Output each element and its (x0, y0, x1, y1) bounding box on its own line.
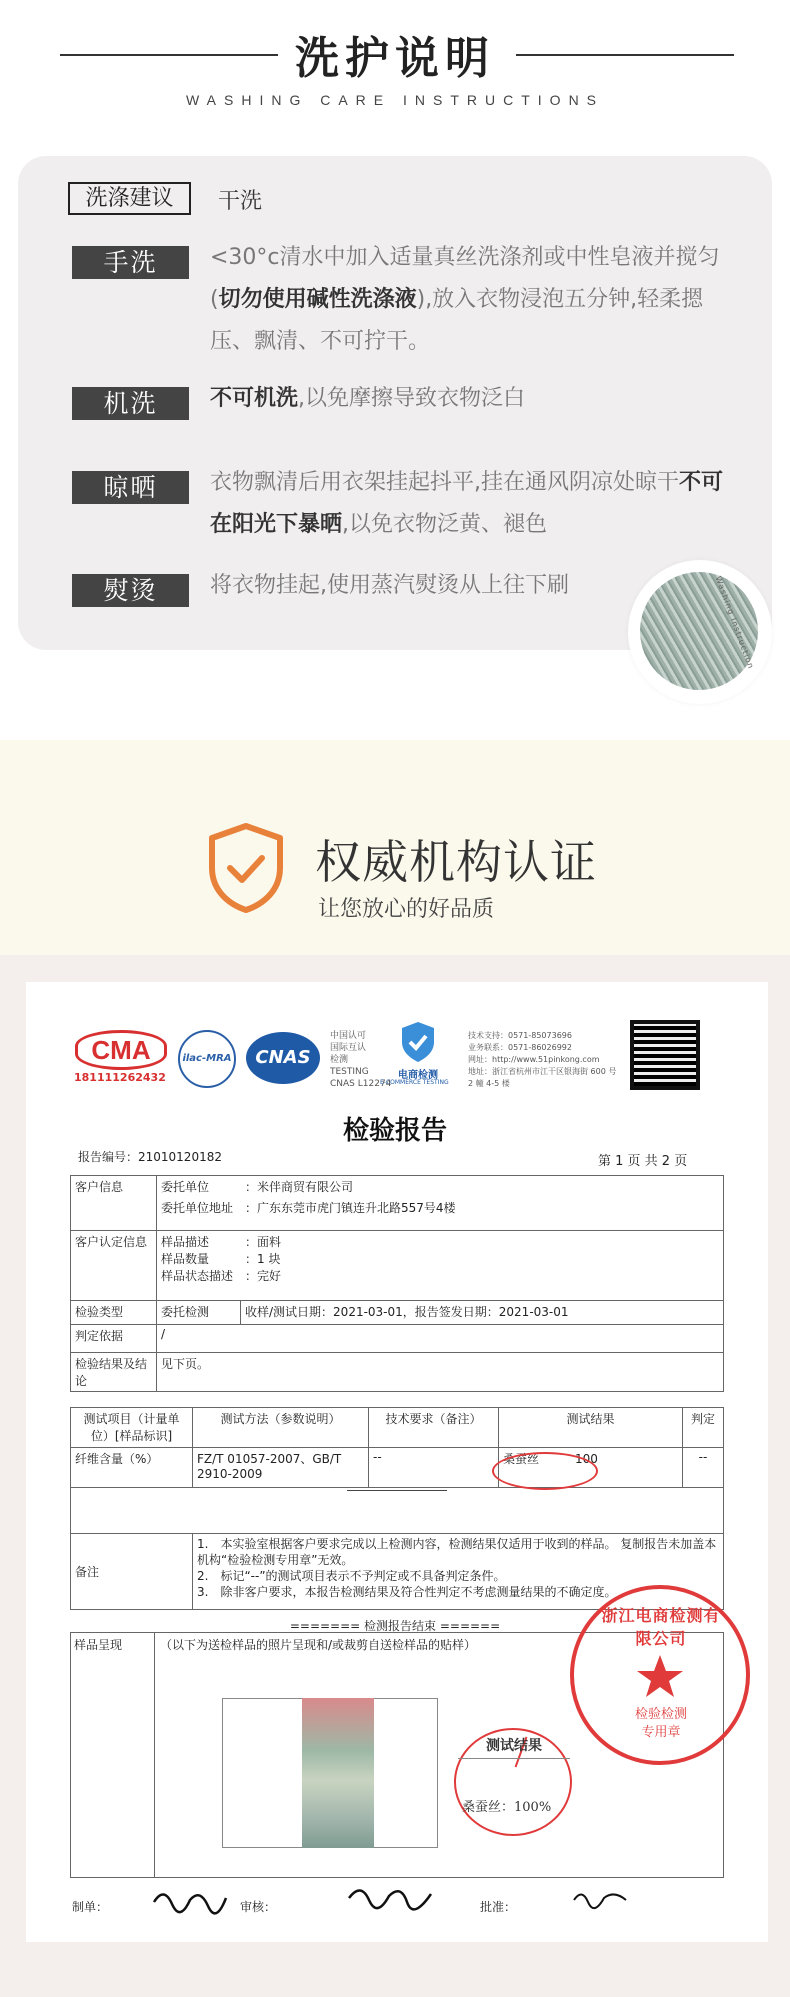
report-end: ======= 检测报告结束 ====== (289, 1619, 501, 1633)
shield-check-icon (206, 822, 286, 914)
sample-show-label: 样品呈现 (74, 1638, 123, 1652)
tag-hand-wash: 手洗 (72, 246, 189, 279)
sign-reviewer-label: 审核： (240, 1900, 277, 1914)
remarks-label: 备注 (71, 1534, 193, 1610)
page-info: 第 1 页 共 2 页 (598, 1154, 688, 1169)
report-title: 检验报告 (342, 1116, 447, 1146)
tag-drying: 晾晒 (72, 471, 189, 504)
cert-subtitle: 让您放心的好品质 (318, 897, 495, 922)
sample-show-note: （以下为送检样品的照片呈现和/或裁剪自送检样品的贴样） (160, 1638, 477, 1652)
sample-divider (154, 1632, 155, 1878)
result-highlight-ellipse (492, 1452, 598, 1490)
ironing-text: 将衣物挂起,使用蒸汽熨烫从上往下刷 (210, 573, 569, 598)
stamp-text: 浙江电商检测有限公司 (601, 1606, 721, 1648)
dates: 收样/测试日期：2021-03-01，报告签发日期：2021-03-01 (241, 1301, 724, 1325)
test-result-table (70, 1407, 724, 1610)
client-info: 委托单位 ：米伴商贸有限公司 委托单位地址 ：广东东莞市虎门镇连升北路557号4楼 (157, 1176, 724, 1231)
test-result: 桑蚕丝 100 (499, 1448, 683, 1488)
ilac-mra-logo: ilac-MRA (178, 1030, 236, 1088)
test-requirement: -- (369, 1448, 499, 1488)
type-value: 委托检测 (157, 1301, 241, 1325)
client-label: 客户信息 (71, 1176, 157, 1231)
col-header: 测试方法（参数说明） (193, 1408, 369, 1448)
approver-signature-icon (570, 1884, 630, 1912)
ecom-label: 电商检测 (398, 1070, 438, 1081)
sample-photo (302, 1698, 374, 1848)
sample-label: 客户认定信息 (71, 1231, 157, 1301)
report-info-table (70, 1175, 724, 1392)
result-value: 见下页。 (157, 1353, 724, 1392)
machine-wash-text: 不可机洗,以免摩擦导致衣物泛白 (210, 386, 526, 411)
cnas-info: 中国认可 国际互认 检测 TESTING CNAS L12274 (330, 1031, 392, 1089)
maker-signature-icon (150, 1882, 230, 1918)
cert-title: 权威机构认证 (315, 835, 597, 889)
col-header: 判定 (683, 1408, 724, 1448)
remarks: 1. 本实验室根据客户要求完成以上检测内容，检测结果仅适用于收到的样品。 复制报告未加盖本机构“检验检测专用章”无效。 2. 标记“--”的测试项目表示不予判定或不具备判定条件。 3. 除非客户要求，本报告检测结果及符合性判定不考虑测量结果的不确定度。 (193, 1534, 724, 1610)
sample-info: 样品描述 ：面料 样品数量 ：1 块 样品状态描述 ：完好 (157, 1231, 724, 1301)
type-label: 检验类型 (71, 1301, 157, 1325)
wash-recommend-value: 干洗 (218, 189, 263, 214)
basis-label: 判定依据 (71, 1325, 157, 1353)
ecom-sub: E-COMMERCE TESTING (380, 1079, 449, 1086)
cnas-logo: CNAS (246, 1032, 320, 1084)
qr-code-icon[interactable] (630, 1020, 700, 1090)
page-subtitle: WASHING CARE INSTRUCTIONS (185, 92, 605, 108)
reviewer-signature-icon (345, 1880, 435, 1916)
tag-machine-wash: 机洗 (72, 387, 189, 420)
hand-wash-text: <30°c清水中加入适量真丝洗涤剂或中性皂液并搅匀(切勿使用碱性洗涤液),放入衣物浸泡五分钟,轻柔摁压、飘清、不可拧干。 (210, 245, 720, 354)
test-method: FZ/T 01057-2007、GB/T 2910-2009 (193, 1448, 369, 1488)
test-item: 纤维含量（%） (71, 1448, 193, 1488)
tag-ironing: 熨烫 (72, 574, 189, 607)
circle-caption: Washing Instruction (713, 575, 756, 671)
report-number: 报告编号：21010120182 (78, 1150, 222, 1164)
blank-row (71, 1488, 724, 1534)
col-header: 测试项目（计量单位）[样品标识] (71, 1408, 193, 1448)
stamp-sub2: 专用章 (641, 1725, 681, 1740)
result-bubble-value: 桑蚕丝：100% (462, 1800, 552, 1815)
col-header: 技术要求（备注） (369, 1408, 499, 1448)
basis-value: / (157, 1325, 724, 1353)
result-label: 检验结果及结论 (71, 1353, 157, 1392)
cma-number: 181111262432 (74, 1071, 166, 1084)
cma-logo: CMA (75, 1030, 167, 1070)
test-judgement: -- (683, 1448, 724, 1488)
result-bubble-title: 测试结果 (458, 1733, 570, 1759)
wash-recommend-label: 洗涤建议 (68, 182, 191, 215)
stamp-sub1: 检验检测 (634, 1707, 687, 1722)
col-header: 测试结果 (499, 1408, 683, 1448)
sign-maker-label: 制单： (72, 1900, 109, 1914)
sign-approver-label: 批准： (480, 1900, 517, 1914)
ecom-shield-icon (398, 1020, 438, 1064)
drying-text: 衣物飘清后用衣架挂起抖平,挂在通风阴凉处晾干不可在阳光下暴晒,以免衣物泛黄、褪色 (210, 470, 724, 537)
page-title: 洗护说明 (295, 33, 495, 84)
contact-info: 技术支持：0571-85073696 业务联系：0571-86026992 网址：http://www.51pinkong.com 地址：浙江省杭州市江干区银海街 600 号 2 幢 4-5 楼 (468, 1031, 617, 1088)
